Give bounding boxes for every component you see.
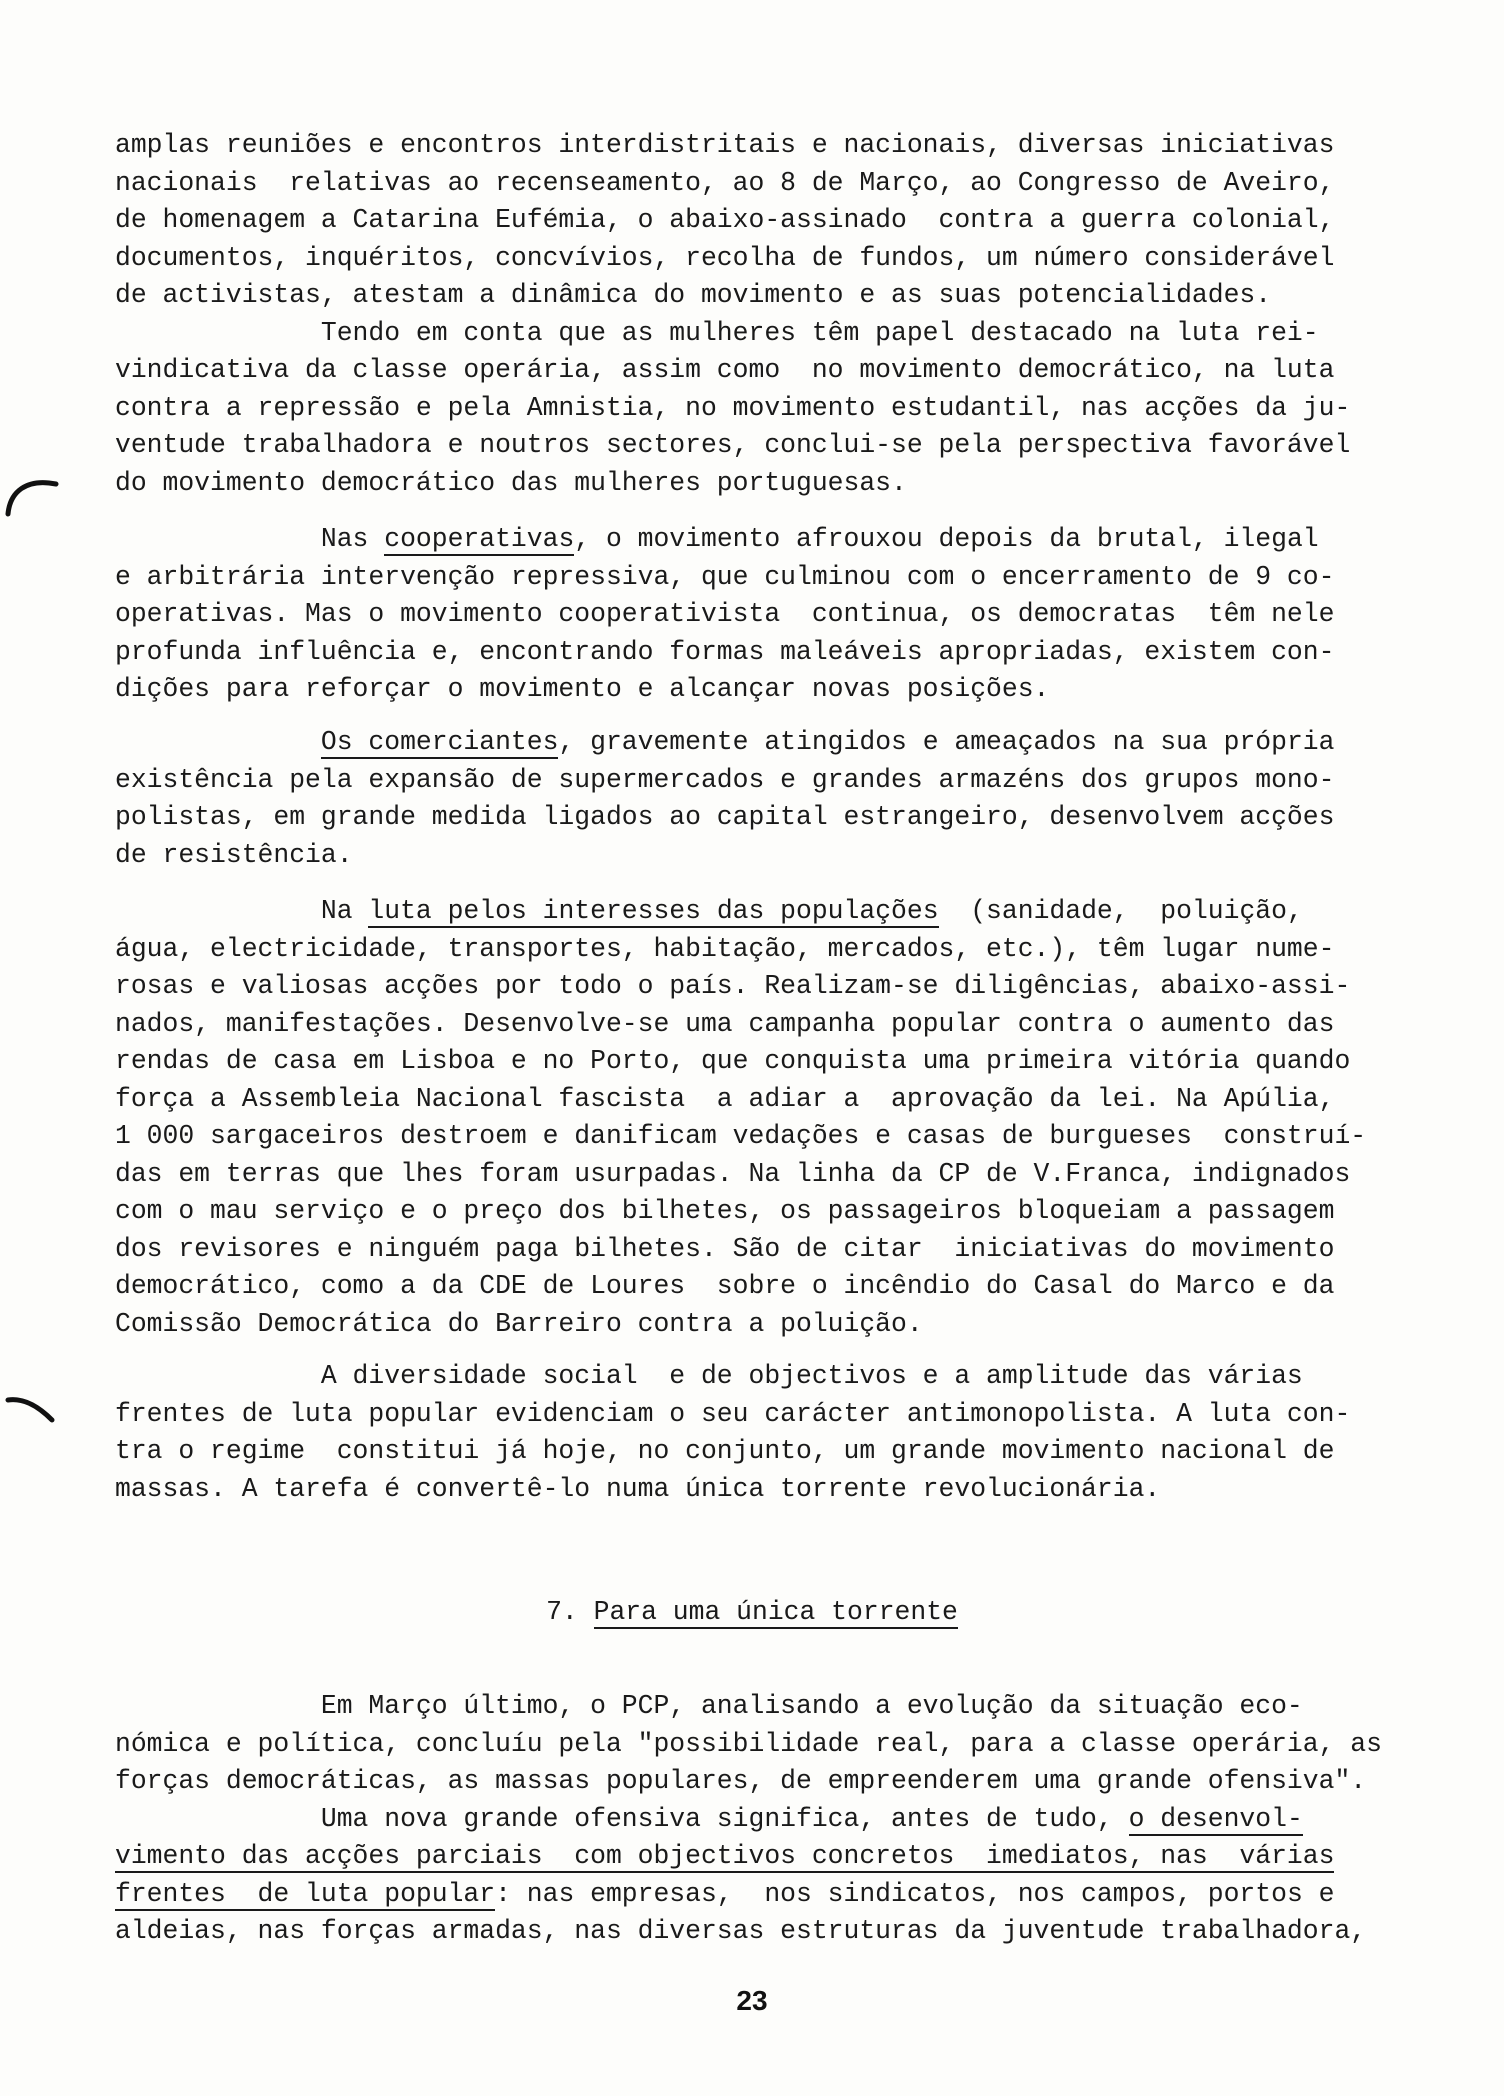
text-line: aldeias, nas forças armadas, nas diversas estruturas da juventude trabalhadora, bbox=[115, 1916, 1367, 1946]
line-plain: : nas empresas, nos sindicatos, nos campos, portos e bbox=[495, 1878, 1335, 1909]
paragraph-merchants bbox=[115, 724, 1400, 874]
section-number: 7. bbox=[546, 1597, 578, 1627]
text-line: democrático, como a da CDE de Loures sobre o incêndio do Casal do Marco e da bbox=[115, 1271, 1335, 1301]
line-lead: Nas bbox=[115, 524, 385, 554]
underlined-text: frentes de luta popular bbox=[115, 1878, 496, 1909]
text-line bbox=[115, 724, 1400, 762]
text-line: frentes de luta popular evidenciam o seu carácter antimonopolista. A luta con- bbox=[115, 1398, 1351, 1429]
text-line: 1 000 sargaceiros destroem e danificam vedações e casas de burgueses construí- bbox=[115, 1121, 1367, 1151]
text-line bbox=[115, 1876, 1400, 1914]
text-line: com o mau serviço e o preço dos bilhetes, os passageiros bloqueiam a passagem bbox=[115, 1196, 1335, 1226]
line-rest: , gravemente atingidos e ameaçados na sua própria bbox=[558, 727, 1335, 757]
text-line: A diversidade social e de objectivos e a amplitude das várias bbox=[115, 1361, 1303, 1391]
text-line bbox=[115, 1801, 1400, 1839]
paragraph-populations-interests bbox=[115, 893, 1400, 1343]
text-line: Em Março último, o PCP, analisando a evolução da situação eco- bbox=[115, 1691, 1303, 1721]
line-lead: Na bbox=[115, 896, 369, 926]
text-line: profunda influência e, encontrando formas maleáveis apropriadas, existem con- bbox=[115, 636, 1335, 667]
text-line: amplas reuniões e encontros interdistritais e nacionais, diversas iniciativas bbox=[115, 130, 1335, 160]
underlined-text: vimento das acções parciais com objectivos concretos imediatos, nas várias bbox=[115, 1841, 1335, 1871]
underlined-term: luta pelos interesses das populações bbox=[368, 896, 939, 926]
text-line: de activistas, atestam a dinâmica do movimento e as suas potencialidades. bbox=[115, 280, 1272, 310]
text-line: dições para reforçar o movimento e alcançar novas posições. bbox=[115, 674, 1050, 704]
underlined-term: cooperativas bbox=[384, 524, 575, 554]
text-line: de resistência. bbox=[115, 839, 353, 870]
text-line bbox=[115, 893, 1400, 931]
line-rest: (sanidade, poluição, bbox=[938, 896, 1303, 926]
text-line: massas. A tarefa é convertê-lo numa única torrente revolucionária. bbox=[115, 1473, 1161, 1504]
text-line: ventude trabalhadora e noutros sectores, conclui-se pela perspectiva favorável bbox=[115, 430, 1351, 460]
text-line bbox=[115, 1838, 1400, 1876]
text-line: rendas de casa em Lisboa e no Porto, que conquista uma primeira vitória quando bbox=[115, 1046, 1351, 1076]
text-line: do movimento democrático das mulheres portuguesas. bbox=[115, 467, 907, 498]
section-heading bbox=[0, 1594, 1504, 1632]
paragraph-cooperatives bbox=[115, 521, 1400, 709]
text-line: rosas e valiosas acções por todo o país. Realizam-se diligências, abaixo-assi- bbox=[115, 971, 1351, 1001]
text-line: tra o regime constitui já hoje, no conjunto, um grande movimento nacional de bbox=[115, 1436, 1335, 1466]
text-line: das em terras que lhes foram usurpadas. Na linha da CP de V.Franca, indignados bbox=[115, 1158, 1351, 1189]
margin-mark-top bbox=[4, 470, 64, 520]
text-line: nómica e política, concluíu pela "possibilidade real, para a classe operária, as bbox=[115, 1728, 1382, 1759]
text-line: dos revisores e ninguém paga bilhetes. São de citar iniciativas do movimento bbox=[115, 1233, 1335, 1264]
text-line: forças democráticas, as massas populares, de empreenderem uma grande ofensiva". bbox=[115, 1766, 1367, 1796]
text-line: nacionais relativas ao recenseamento, ao 8 de Março, ao Congresso de Aveiro, bbox=[115, 167, 1335, 198]
text-line: água, electricidade, transportes, habitação, mercados, etc.), têm lugar nume- bbox=[115, 933, 1335, 964]
line-rest: , o movimento afrouxou depois da brutal, ilegal bbox=[574, 524, 1319, 554]
paragraph-women-movement bbox=[115, 127, 1400, 502]
text-line: polistas, em grande medida ligados ao capital estrangeiro, desenvolvem acções bbox=[115, 802, 1335, 832]
text-line: operativas. Mas o movimento cooperativista continua, os democratas têm nele bbox=[115, 599, 1335, 629]
text-line: contra a repressão e pela Amnistia, no movimento estudantil, nas acções da ju- bbox=[115, 392, 1351, 423]
section-title: Para uma única torrente bbox=[593, 1597, 958, 1627]
text-line: existência pela expansão de supermercados e grandes armazéns dos grupos mono- bbox=[115, 764, 1335, 795]
paragraph-diversity bbox=[115, 1358, 1400, 1508]
text-line: de homenagem a Catarina Eufémia, o abaixo-assinado contra a guerra colonial, bbox=[115, 205, 1335, 235]
line-plain: Uma nova grande ofensiva significa, antes de tudo, bbox=[115, 1803, 1129, 1834]
paragraph-offensive bbox=[115, 1688, 1400, 1951]
page-number: 23 bbox=[736, 1985, 768, 2016]
text-line: nados, manifestações. Desenvolve-se uma campanha popular contra o aumento das bbox=[115, 1008, 1335, 1039]
underlined-term: Os comerciantes bbox=[320, 727, 559, 757]
text-line: e arbitrária intervenção repressiva, que culminou com o encerramento de 9 co- bbox=[115, 561, 1335, 592]
margin-mark-bottom bbox=[4, 1390, 64, 1430]
text-line bbox=[115, 521, 1400, 559]
text-line: Tendo em conta que as mulheres têm papel destacado na luta rei- bbox=[115, 317, 1319, 348]
underlined-text: o desenvol- bbox=[1128, 1803, 1303, 1834]
text-line: vindicativa da classe operária, assim como no movimento democrático, na luta bbox=[115, 355, 1335, 385]
text-line: força a Assembleia Nacional fascista a adiar a aprovação da lei. Na Apúlia, bbox=[115, 1083, 1335, 1114]
text-line: Comissão Democrática do Barreiro contra a poluição. bbox=[115, 1308, 923, 1339]
line-lead bbox=[115, 727, 321, 757]
text-line: documentos, inquéritos, concvívios, recolha de fundos, um número considerável bbox=[115, 242, 1335, 273]
